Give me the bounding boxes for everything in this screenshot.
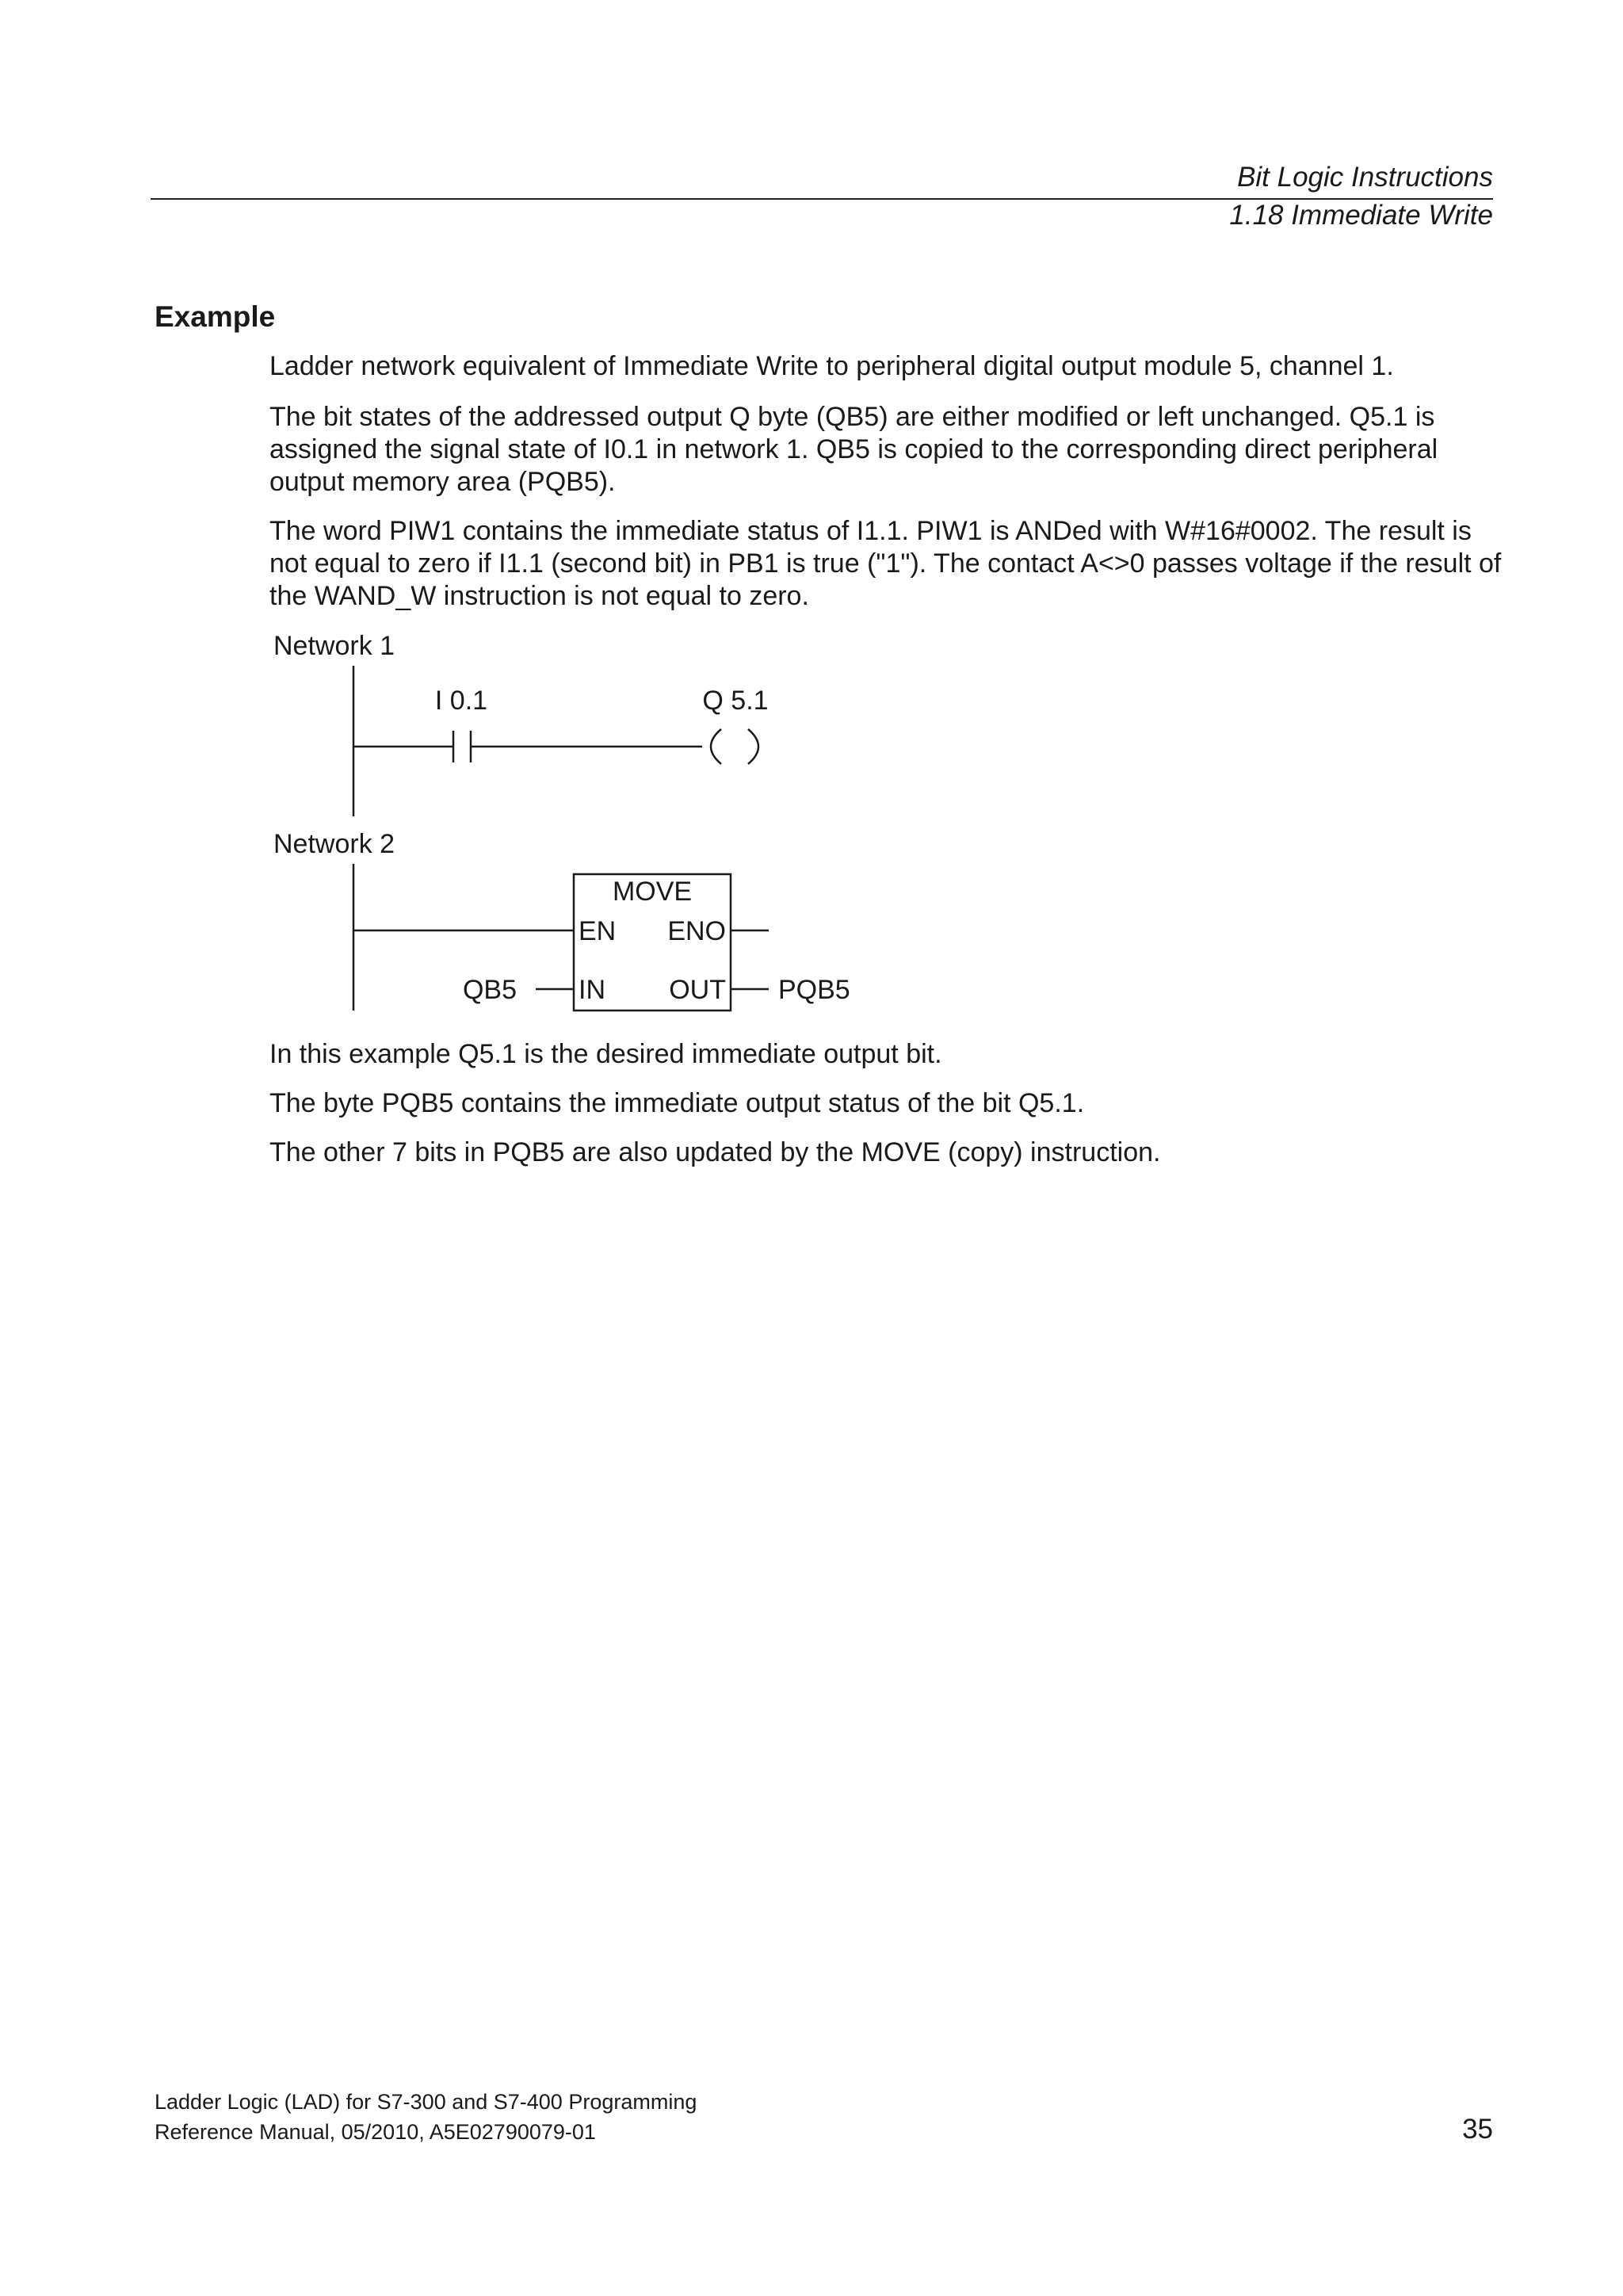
pin-eno-label: ENO (667, 916, 726, 946)
pin-in-label: IN (579, 975, 605, 1005)
pin-out-label: OUT (669, 975, 726, 1005)
network-2-rung (353, 864, 850, 1010)
example-heading: Example (155, 300, 276, 333)
other-bits-paragraph: The other 7 bits in PQB5 are also updated by the MOVE (copy) instruction. (269, 1137, 1161, 1167)
move-box-title: MOVE (612, 877, 693, 907)
header-section-title: Bit Logic Instructions (1237, 162, 1493, 193)
in-operand-label: QB5 (462, 975, 517, 1005)
network-2-label: Network 2 (273, 829, 395, 859)
out-operand-label: PQB5 (778, 975, 850, 1005)
desired-bit-paragraph: In this example Q5.1 is the desired immediate output bit. (269, 1039, 942, 1069)
coil-symbol (711, 729, 758, 764)
contact-symbol (453, 731, 471, 762)
contact-label: I 0.1 (434, 686, 488, 716)
bit-states-paragraph: The bit states of the addressed output Q byte (QB5) are either modified or left unchanged. Q5.1 is assigned the signal state of I0.1 in network 1. QB5 is copied to the corresponding direct peripheral output memory area (PQB5). (269, 402, 1438, 497)
network-1-label: Network 1 (273, 631, 395, 661)
header-subsection-title: 1.18 Immediate Write (1229, 200, 1493, 231)
intro-paragraph: Ladder network equivalent of Immediate Write to peripheral digital output module 5, channel 1. (269, 351, 1394, 381)
coil-label: Q 5.1 (702, 686, 769, 716)
footer-manual-title: Ladder Logic (LAD) for S7-300 and S7-400 Programming (155, 2090, 697, 2114)
page-number: 35 (1462, 2114, 1493, 2145)
move-box (574, 874, 731, 1010)
piw1-paragraph: The word PIW1 contains the immediate status of I1.1. PIW1 is ANDed with W#16#0002. The result is not equal to zero if I1.1 (second bit) in PB1 is true ("1"). The contact A<>0 passes voltage if the result of the WAND_W instruction is not equal to zero. (269, 516, 1502, 611)
footer-manual-edition: Reference Manual, 05/2010, A5E02790079-01 (155, 2120, 596, 2144)
pqb5-status-paragraph: The byte PQB5 contains the immediate output status of the bit Q5.1. (269, 1088, 1085, 1118)
network-1-rung (353, 666, 769, 816)
pin-en-label: EN (579, 916, 617, 946)
